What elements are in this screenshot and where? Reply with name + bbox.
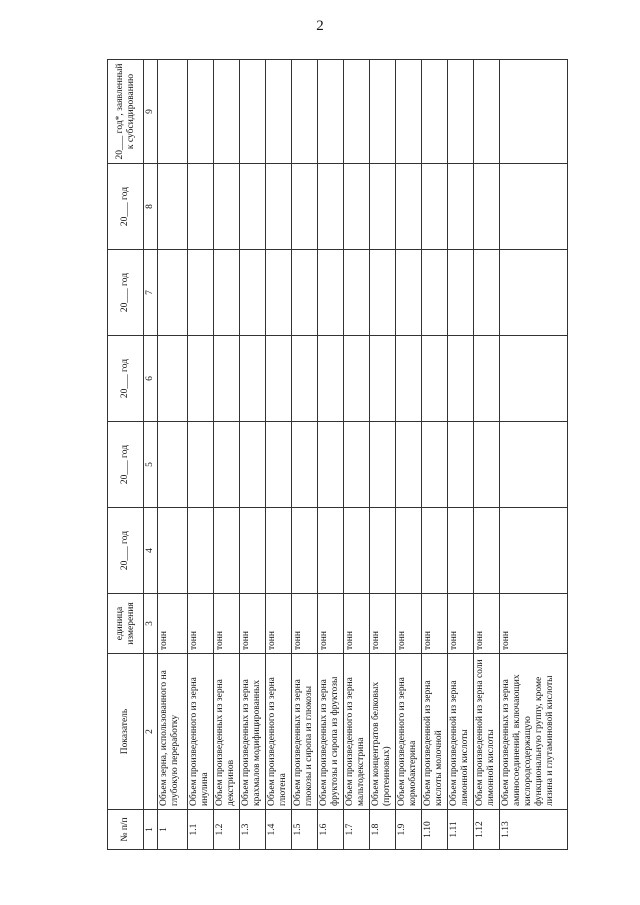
- row-number: 1.10: [421, 810, 447, 850]
- value-cell: [265, 60, 291, 164]
- table-body: [157, 60, 567, 850]
- value-cell: [473, 164, 499, 250]
- column-number: 2: [144, 654, 158, 810]
- indicator-label: Объем произведенного из зерна инулина: [187, 654, 213, 810]
- value-cell: [369, 508, 395, 594]
- value-cell: [369, 422, 395, 508]
- indicator-label: Объем произведенных из зерна аминосоединений, включающих кислородсодержащую функциональную группу, кроме лизина и глутаминовой кислоты: [499, 654, 567, 810]
- value-cell: [291, 60, 317, 164]
- row-number: 1.13: [499, 810, 567, 850]
- value-cell: [213, 164, 239, 250]
- value-cell: [473, 250, 499, 336]
- value-cell: [291, 164, 317, 250]
- value-cell: [239, 164, 265, 250]
- column-number: 4: [144, 508, 158, 594]
- value-cell: [395, 422, 421, 508]
- value-cell: [317, 508, 343, 594]
- value-cell: [187, 250, 213, 336]
- rotated-table-area: [107, 60, 555, 850]
- value-cell: [421, 60, 447, 164]
- table-row: [369, 60, 395, 850]
- indicator-label: Объем произведенного из зерна глютена: [265, 654, 291, 810]
- value-cell: [213, 250, 239, 336]
- value-cell: [395, 250, 421, 336]
- value-cell: [213, 422, 239, 508]
- unit-cell: тонн: [265, 594, 291, 654]
- unit-cell: тонн: [343, 594, 369, 654]
- table-row: [343, 60, 369, 850]
- row-number: 1.1: [187, 810, 213, 850]
- value-cell: [317, 164, 343, 250]
- unit-cell: тонн: [291, 594, 317, 654]
- indicator-label: Объем произведенных из зерна фруктозы и сиропа из фруктозы: [317, 654, 343, 810]
- value-cell: [499, 164, 567, 250]
- value-cell: [157, 336, 187, 422]
- value-cell: [395, 60, 421, 164]
- value-cell: [213, 336, 239, 422]
- column-number: 8: [144, 164, 158, 250]
- header-cell: № п/п: [108, 810, 144, 850]
- value-cell: [187, 422, 213, 508]
- row-number: 1.9: [395, 810, 421, 850]
- value-cell: [239, 60, 265, 164]
- header-row: [108, 60, 144, 850]
- unit-cell: тонн: [395, 594, 421, 654]
- value-cell: [187, 336, 213, 422]
- value-cell: [447, 422, 473, 508]
- indicator-label: Объем произведенной из зерна соли лимонной кислоты: [473, 654, 499, 810]
- header-cell: 20___ год: [108, 422, 144, 508]
- row-number: 1.5: [291, 810, 317, 850]
- column-number: 5: [144, 422, 158, 508]
- unit-cell: тонн: [473, 594, 499, 654]
- value-cell: [473, 508, 499, 594]
- value-cell: [265, 336, 291, 422]
- row-number: 1.8: [369, 810, 395, 850]
- value-cell: [499, 508, 567, 594]
- unit-cell: тонн: [317, 594, 343, 654]
- value-cell: [447, 336, 473, 422]
- value-cell: [447, 508, 473, 594]
- value-cell: [157, 508, 187, 594]
- unit-cell: тонн: [369, 594, 395, 654]
- value-cell: [291, 508, 317, 594]
- table-row: [421, 60, 447, 850]
- unit-cell: тонн: [499, 594, 567, 654]
- value-cell: [317, 422, 343, 508]
- value-cell: [499, 250, 567, 336]
- value-cell: [265, 508, 291, 594]
- value-cell: [239, 336, 265, 422]
- value-cell: [239, 508, 265, 594]
- value-cell: [369, 336, 395, 422]
- column-number: 1: [144, 810, 158, 850]
- value-cell: [447, 250, 473, 336]
- value-cell: [447, 60, 473, 164]
- value-cell: [187, 508, 213, 594]
- value-cell: [213, 508, 239, 594]
- value-cell: [157, 250, 187, 336]
- table-row: [473, 60, 499, 850]
- value-cell: [395, 164, 421, 250]
- value-cell: [421, 250, 447, 336]
- column-number-row: [144, 60, 158, 850]
- value-cell: [343, 250, 369, 336]
- table-row: [157, 60, 187, 850]
- subsidy-table: [107, 59, 568, 850]
- value-cell: [157, 60, 187, 164]
- table-row: [239, 60, 265, 850]
- value-cell: [369, 250, 395, 336]
- unit-cell: тонн: [213, 594, 239, 654]
- value-cell: [447, 164, 473, 250]
- value-cell: [421, 164, 447, 250]
- value-cell: [499, 336, 567, 422]
- table-wrapper: [107, 60, 555, 850]
- value-cell: [421, 336, 447, 422]
- indicator-label: Объем произведенного из зерна мальтодекстрина: [343, 654, 369, 810]
- value-cell: [473, 336, 499, 422]
- value-cell: [499, 60, 567, 164]
- column-number: 7: [144, 250, 158, 336]
- table-row: [447, 60, 473, 850]
- unit-cell: тонн: [157, 594, 187, 654]
- row-number: 1.11: [447, 810, 473, 850]
- header-cell: 20___ год*, заявленный к субсидированию: [108, 60, 144, 164]
- value-cell: [317, 250, 343, 336]
- value-cell: [187, 164, 213, 250]
- column-number: 6: [144, 336, 158, 422]
- value-cell: [291, 422, 317, 508]
- value-cell: [369, 60, 395, 164]
- value-cell: [343, 336, 369, 422]
- table-row: [395, 60, 421, 850]
- value-cell: [473, 422, 499, 508]
- table-row: [291, 60, 317, 850]
- row-number: 1: [157, 810, 187, 850]
- value-cell: [317, 60, 343, 164]
- table-row: [213, 60, 239, 850]
- column-number: 9: [144, 60, 158, 164]
- indicator-label: Объем произведенного из зерна кормобактерина: [395, 654, 421, 810]
- value-cell: [265, 164, 291, 250]
- value-cell: [421, 422, 447, 508]
- value-cell: [291, 336, 317, 422]
- row-number: 1.7: [343, 810, 369, 850]
- header-cell: 20___ год: [108, 250, 144, 336]
- table-row: [317, 60, 343, 850]
- value-cell: [157, 422, 187, 508]
- row-number: 1.4: [265, 810, 291, 850]
- value-cell: [157, 164, 187, 250]
- table-row: [265, 60, 291, 850]
- header-cell: 20___ год: [108, 336, 144, 422]
- indicator-label: Объем произведенных из зерна крахмалов модифицированных: [239, 654, 265, 810]
- row-number: 1.2: [213, 810, 239, 850]
- indicator-label: Объем зерна, использованного на глубокую переработку: [157, 654, 187, 810]
- value-cell: [421, 508, 447, 594]
- header-cell: 20___ год: [108, 508, 144, 594]
- value-cell: [473, 60, 499, 164]
- table-row: [499, 60, 567, 850]
- header-cell: Показатель: [108, 654, 144, 810]
- value-cell: [369, 164, 395, 250]
- row-number: 1.6: [317, 810, 343, 850]
- indicator-label: Объем произведенных из зерна декстринов: [213, 654, 239, 810]
- row-number: 1.3: [239, 810, 265, 850]
- unit-cell: тонн: [187, 594, 213, 654]
- value-cell: [265, 250, 291, 336]
- header-cell: единица измерения: [108, 594, 144, 654]
- indicator-label: Объем произведенной из зерна кислоты молочной: [421, 654, 447, 810]
- value-cell: [343, 60, 369, 164]
- value-cell: [343, 422, 369, 508]
- value-cell: [343, 508, 369, 594]
- unit-cell: тонн: [447, 594, 473, 654]
- unit-cell: тонн: [239, 594, 265, 654]
- value-cell: [265, 422, 291, 508]
- header-cell: 20___ год: [108, 164, 144, 250]
- indicator-label: Объем концентратов белковых (протеиновых): [369, 654, 395, 810]
- unit-cell: тонн: [421, 594, 447, 654]
- value-cell: [291, 250, 317, 336]
- value-cell: [499, 422, 567, 508]
- column-number: 3: [144, 594, 158, 654]
- indicator-label: Объем произведенной из зерна лимонной кислоты: [447, 654, 473, 810]
- value-cell: [239, 250, 265, 336]
- page-number: 2: [316, 18, 324, 34]
- table-row: [187, 60, 213, 850]
- value-cell: [343, 164, 369, 250]
- value-cell: [395, 508, 421, 594]
- value-cell: [213, 60, 239, 164]
- value-cell: [395, 336, 421, 422]
- value-cell: [187, 60, 213, 164]
- indicator-label: Объем произведенных из зерна глюкозы и сиропа из глюкозы: [291, 654, 317, 810]
- row-number: 1.12: [473, 810, 499, 850]
- value-cell: [317, 336, 343, 422]
- value-cell: [239, 422, 265, 508]
